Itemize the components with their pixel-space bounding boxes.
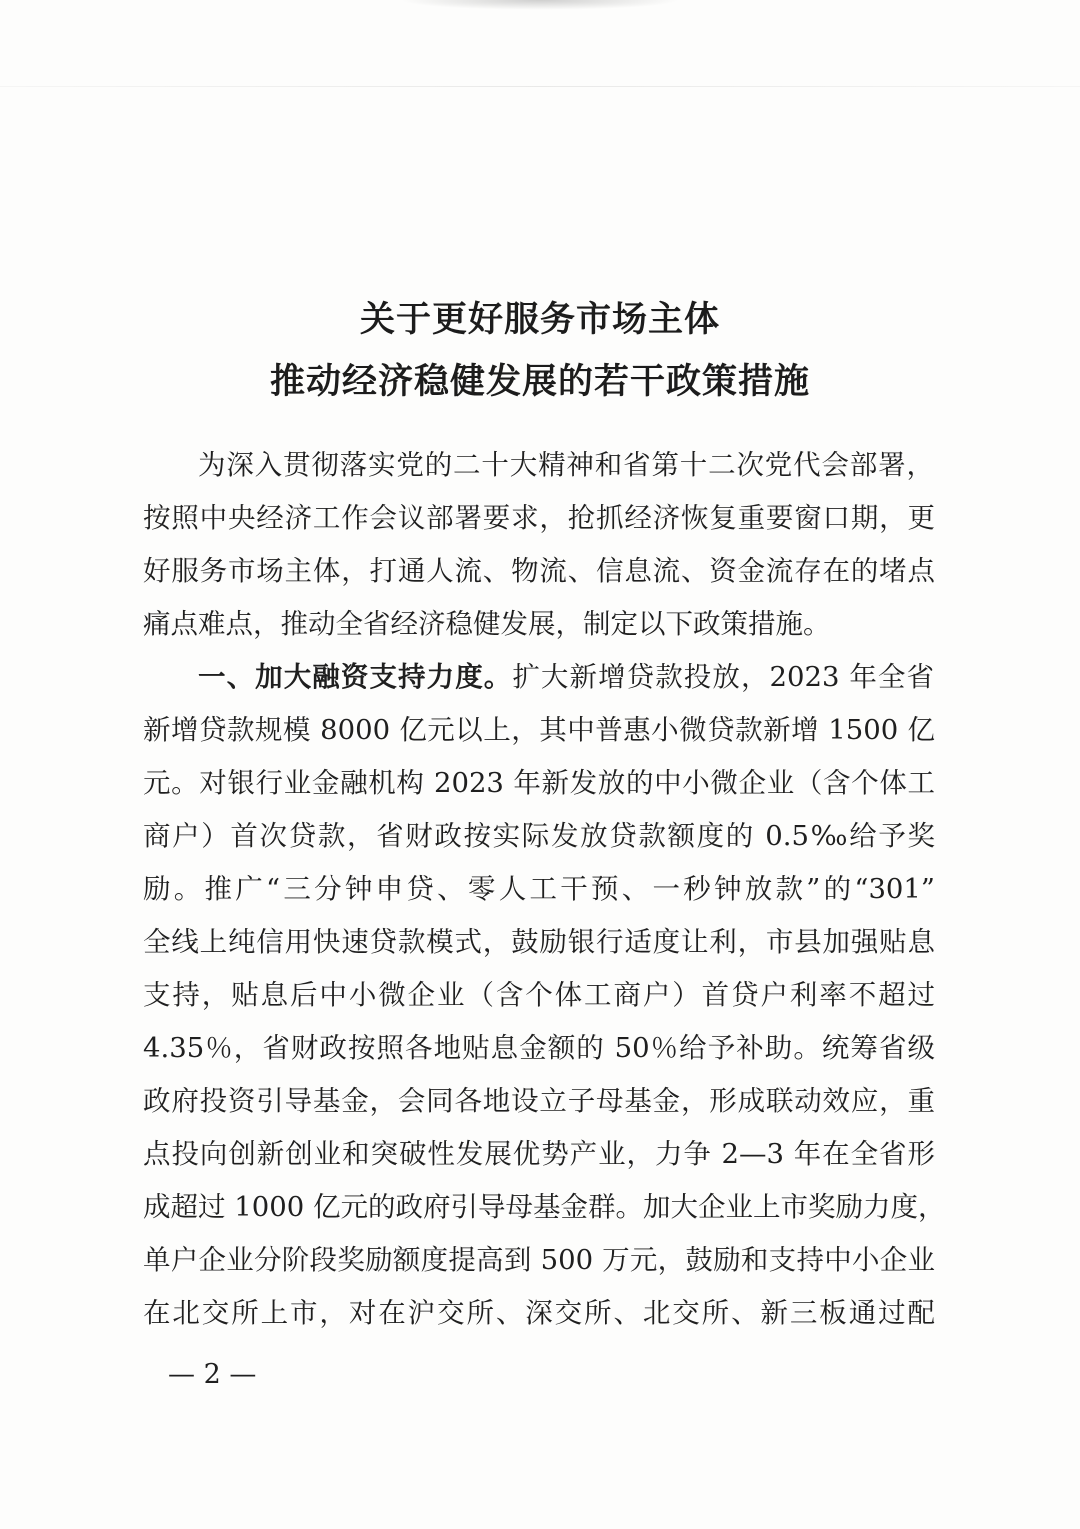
paragraph-2-line-10: 点投向创新创业和突破性发展优势产业，力争 2—3 年在全省形 (143, 1138, 935, 1170)
paragraph-2-line-13: 在北交所上市，对在沪交所、深交所、北交所、新三板通过配 (143, 1297, 935, 1329)
document-title-line-1: 关于更好服务市场主体 (359, 299, 720, 340)
scan-shadow (400, 0, 680, 10)
paragraph-2-line-6: 全线上纯信用快速贷款模式，鼓励银行适度让利，市县加强贴息 (143, 926, 935, 958)
paragraph-1-line-1: 为深入贯彻落实党的二十大精神和省第十二次党代会部署， (198, 449, 934, 481)
paragraph-1-line-2: 按照中央经济工作会议部署要求，抢抓经济恢复重要窗口期，更 (143, 502, 935, 534)
paragraph-2-line-1-text: 扩大新增贷款投放，2023 年全省 (512, 661, 934, 693)
paragraph-2-line-2: 新增贷款规模 8000 亿元以上，其中普惠小微贷款新增 1500 亿 (143, 714, 935, 746)
paragraph-2-line-11: 成超过 1000 亿元的政府引导母基金群。加大企业上市奖励力度， (143, 1191, 946, 1223)
document-title-line-2: 推动经济稳健发展的若干政策措施 (269, 361, 810, 402)
paragraph-1-line-4: 痛点难点，推动全省经济稳健发展，制定以下政策措施。 (143, 608, 831, 640)
paragraph-2-line-7: 支持，贴息后中小微企业（含个体工商户）首贷户利率不超过 (143, 979, 935, 1011)
page-number: — 2 — (168, 1359, 257, 1390)
paragraph-2-line-4: 商户）首次贷款，省财政按实际发放贷款额度的 0.5‰给予奖 (143, 820, 935, 852)
paragraph-1-line-3: 好服务市场主体，打通人流、物流、信息流、资金流存在的堵点 (143, 555, 935, 587)
paragraph-2-line-8: 4.35％，省财政按照各地贴息金额的 50％给予补助。统筹省级 (143, 1032, 935, 1064)
scan-edge (0, 86, 1080, 87)
section-heading: 一、加大融资支持力度。 (198, 661, 513, 693)
paragraph-2-line-5: 励。推广“三分钟申贷、零人工干预、一秒钟放款”的“301” (143, 873, 935, 905)
paragraph-2-line-3: 元。对银行业金融机构 2023 年新发放的中小微企业（含个体工 (143, 767, 935, 799)
paragraph-2-line-1 (198, 659, 934, 695)
paragraph-2-line-9: 政府投资引导基金，会同各地设立子母基金，形成联动效应，重 (143, 1085, 935, 1117)
paragraph-2-line-12: 单户企业分阶段奖励额度提高到 500 万元，鼓励和支持中小企业 (143, 1244, 935, 1276)
